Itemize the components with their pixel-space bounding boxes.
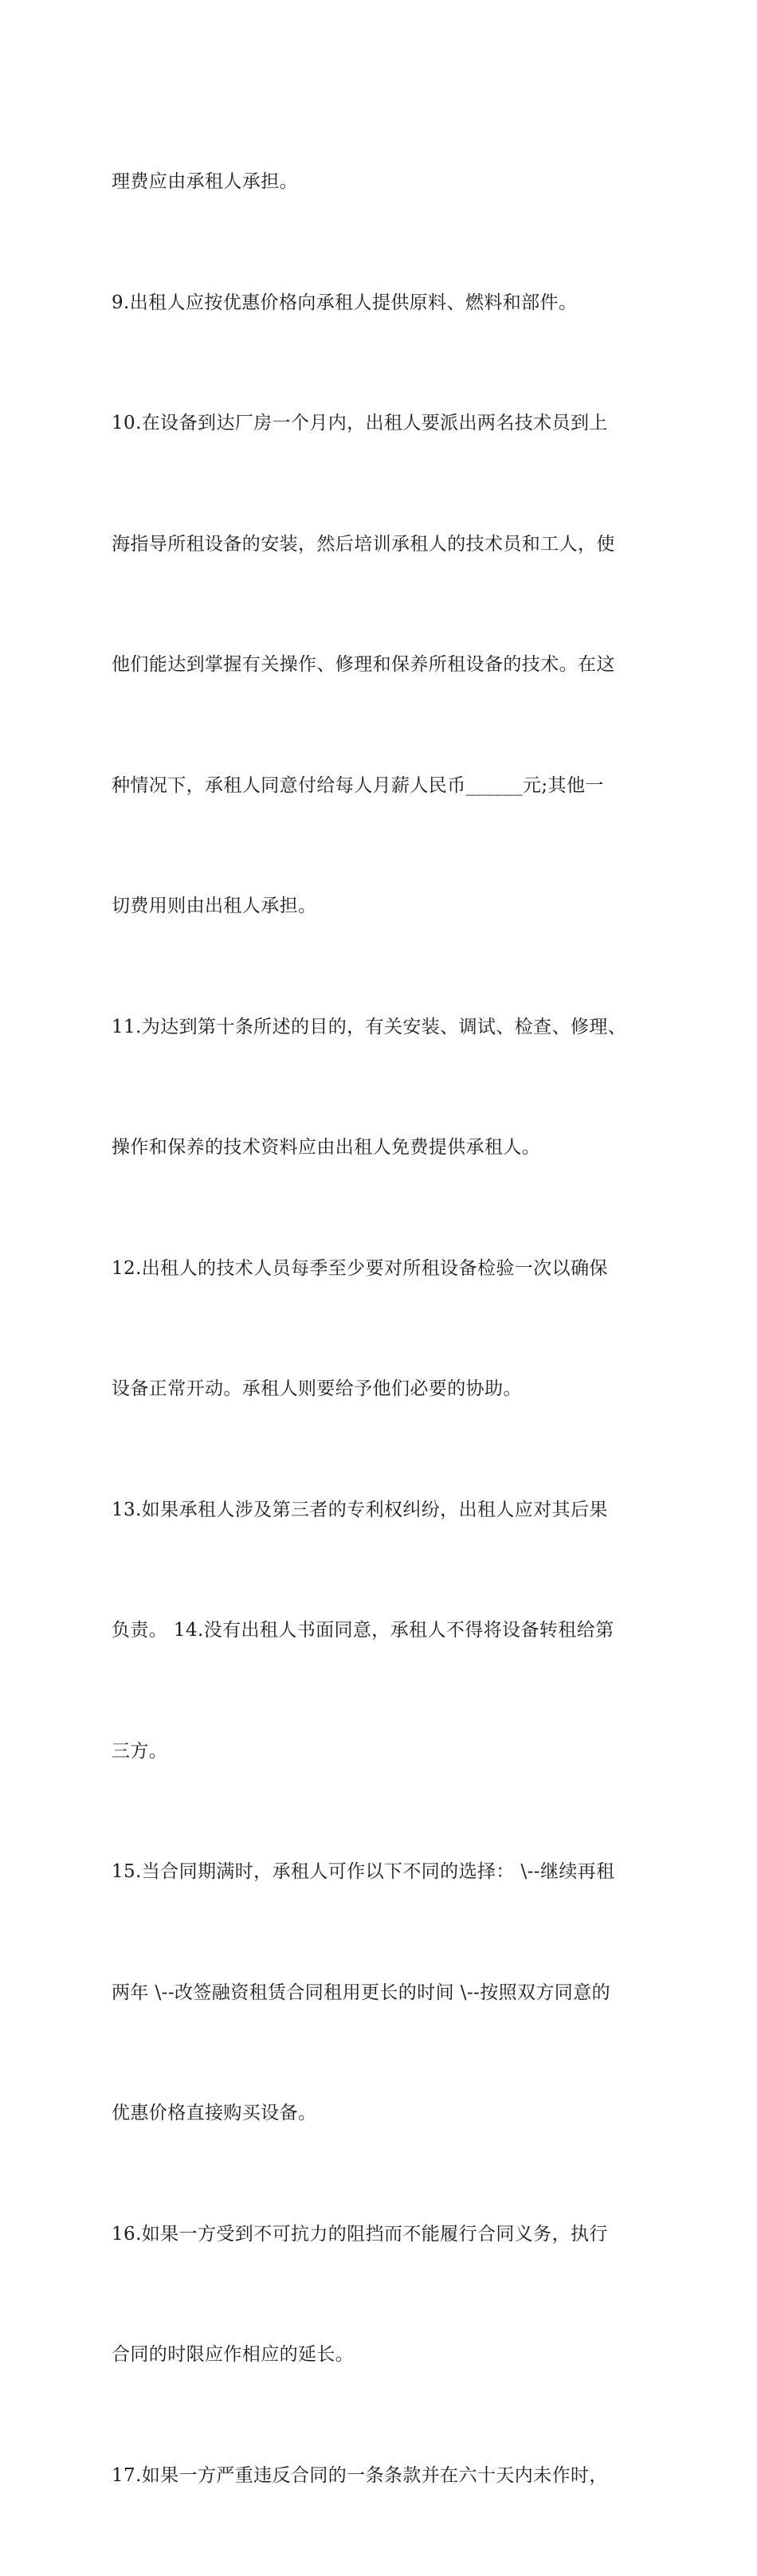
- text-line: 合同的时限应作相应的延长。: [112, 2344, 355, 2365]
- text-line: 设备正常开动。承租人则要给予他们必要的协助。: [112, 1378, 522, 1399]
- text-line: 优惠价格直接购买设备。: [112, 2103, 317, 2123]
- text-line: 15.当合同期满时，承租人可作以下不同的选择： \--继续再租: [112, 1861, 615, 1882]
- text-line: 16.如果一方受到不可抗力的阻挡而不能履行合同义务，执行: [112, 2223, 608, 2245]
- text-line: 10.在设备到达厂房一个月内，出租人要派出两名技术员到上: [112, 413, 608, 433]
- text-line: 11.为达到第十条所述的目的，有关安装、调试、检查、修理、: [112, 1016, 627, 1037]
- text-line: 三方。: [112, 1740, 168, 1762]
- document-body: [112, 81, 653, 2576]
- text-line: 负责。 14.没有出租人书面同意，承租人不得将设备转租给第: [112, 1620, 614, 1641]
- text-line: 理费应由承租人承担。: [112, 171, 298, 192]
- text-line: 9.出租人应按优惠价格向承租人提供原料、燃料和部件。: [112, 292, 578, 313]
- text-line: 他们能达到掌握有关操作、修理和保养所租设备的技术。在这: [112, 654, 615, 675]
- text-line: 两年 \--改签融资租赁合同租用更长的时间 \--按照双方同意的: [112, 1982, 611, 2003]
- text-line: 种情况下，承租人同意付给每人月薪人民币______元;其他一: [112, 774, 604, 796]
- text-line: 12.出租人的技术人员每季至少要对所租设备检验一次以确保: [112, 1257, 608, 1279]
- contract-text: [112, 81, 653, 2576]
- text-line: 17.如果一方严重违反合同的一条条款并在六十天内未作时，: [112, 2464, 608, 2486]
- text-line: 切费用则由出租人承担。: [112, 896, 317, 916]
- text-line: 海指导所租设备的安装，然后培训承租人的技术员和工人，使: [112, 533, 615, 555]
- text-line: 13.如果承租人涉及第三者的专利权纠纷，出租人应对其后果: [112, 1499, 608, 1520]
- text-line: 操作和保养的技术资料应由出租人免费提供承租人。: [112, 1137, 541, 1158]
